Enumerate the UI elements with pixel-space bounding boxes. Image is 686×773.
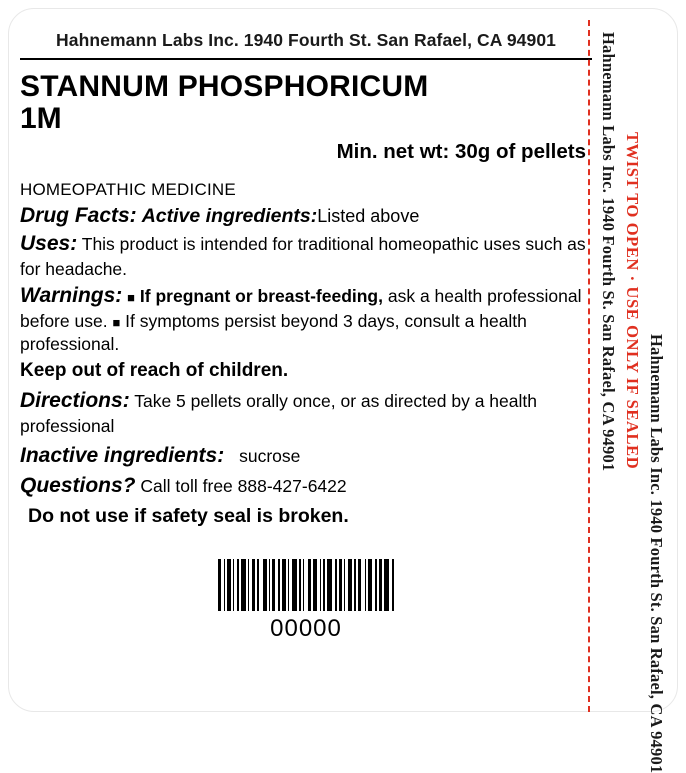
directions-row [20,387,592,438]
side-manufacturer-text-top: Hahnemann Labs Inc. 1940 Fourth St. San Rafael, CA 94901 [599,32,618,472]
active-ingredients-value: Listed above [317,205,420,226]
twist-to-open-text: TWIST TO OPEN · USE ONLY IF SEALED [623,132,642,470]
inactive-ingredients-value: sucrose [239,445,301,466]
directions-text: Take 5 pellets orally once, or as directed by a health professional [20,391,537,436]
product-category: HOMEOPATHIC MEDICINE [20,179,236,199]
directions-label: Directions: [20,389,130,413]
uses-text: This product is intended for traditional homeopathic uses such as for headache. [20,234,586,280]
label-main-content [20,18,592,714]
drug-facts-label: Drug Facts: [20,203,137,227]
inactive-ingredients-label: Inactive ingredients: [20,443,225,467]
warning-keep-out-of-reach: Keep out of reach of children. [20,360,289,382]
product-potency: 1M [20,101,62,135]
bullet-square-icon: ■ [127,289,136,305]
active-ingredients-label: Active ingredients: [141,204,318,227]
warnings-row [20,282,592,356]
questions-phone: Call toll free 888-427-6422 [140,475,347,496]
warning-pregnancy: If pregnant or breast-feeding, [139,286,383,307]
warning-symptoms: If symptoms persist beyond 3 days, consult a health professional. [20,310,527,354]
side-tear-strip [588,14,674,773]
header-divider [20,58,592,60]
drug-facts-panel [20,202,592,531]
side-strip-text-block [588,14,674,773]
inactive-ingredients-row [20,442,592,470]
safety-seal-notice: Do not use if safety seal is broken. [28,505,349,528]
uses-label: Uses: [20,232,78,256]
questions-label: Questions? [20,473,136,497]
product-name: STANNUM PHOSPHORICUM [20,70,429,103]
questions-row [20,472,592,500]
warnings-label: Warnings: [20,284,123,308]
warning-pregnancy-cont: ask a health professional before use. [20,286,582,331]
barcode-image [218,559,394,611]
manufacturer-header: Hahnemann Labs Inc. 1940 Fourth St. San Rafael, CA 94901 [56,30,556,50]
net-weight: Min. net wt: 30g of pellets [336,139,586,163]
side-manufacturer-text-bottom: Hahnemann Labs Inc. 1940 Fourth St. San Rafael, CA 94901 [647,334,666,773]
bullet-square-icon-2: ■ [112,314,121,330]
uses-row [20,230,592,281]
barcode-number: 00000 [270,615,342,643]
barcode-area [20,546,592,643]
drug-facts-row [20,202,592,230]
